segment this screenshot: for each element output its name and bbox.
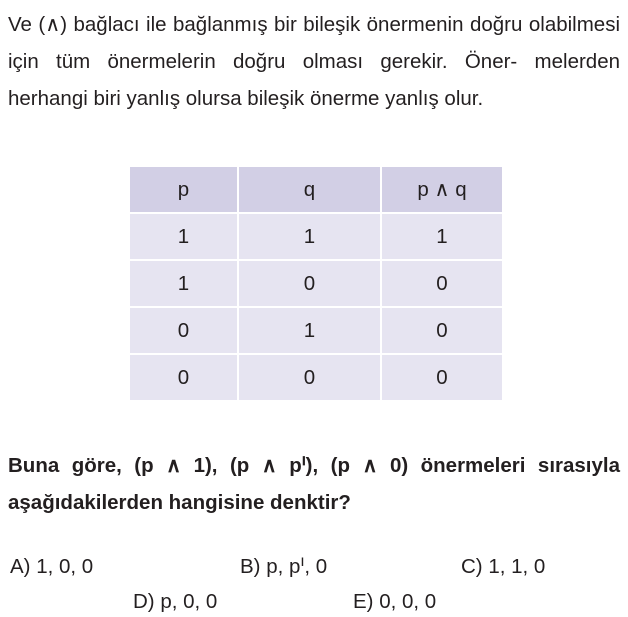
truth-table xyxy=(128,165,504,402)
intro-line-4: olur. xyxy=(444,87,484,110)
choice-e[interactable]: E) 0, 0, 0 xyxy=(353,590,437,613)
table-cell: 1 xyxy=(238,307,381,354)
question-text xyxy=(8,447,620,521)
intro-line-2: olabilmesi için tüm önermelerin doğru olması gerekir. Öner- xyxy=(8,13,621,73)
table-cell: 1 xyxy=(381,213,503,260)
header-p-and-q: p ∧ q xyxy=(381,166,503,213)
table-row xyxy=(129,213,503,260)
choice-b[interactable]: B) p, pᑊ, 0 xyxy=(240,555,328,578)
table-cell: 0 xyxy=(238,354,381,401)
intro-paragraph xyxy=(8,6,620,117)
choice-a[interactable]: A) 1, 0, 0 xyxy=(10,555,94,578)
header-p: p xyxy=(129,166,238,213)
intro-line-1: Ve (∧) bağlacı ile bağlanmış bir bileşik önermenin doğru xyxy=(8,13,523,36)
table-cell: 1 xyxy=(129,213,238,260)
question-line-2: aşağıdakilerden hangisine denktir? xyxy=(8,491,351,514)
table-cell: 0 xyxy=(381,307,503,354)
choice-d[interactable]: D) p, 0, 0 xyxy=(133,590,218,613)
intro-line-3: melerden herhangi biri yanlış olursa bileşik önerme yanlış xyxy=(8,50,620,110)
table-cell: 0 xyxy=(238,260,381,307)
table-cell: 0 xyxy=(129,354,238,401)
truth-table-header-row xyxy=(129,166,503,213)
table-cell: 0 xyxy=(381,260,503,307)
choice-c[interactable]: C) 1, 1, 0 xyxy=(461,555,546,578)
table-row xyxy=(129,307,503,354)
table-cell: 1 xyxy=(238,213,381,260)
table-cell: 1 xyxy=(129,260,238,307)
table-row xyxy=(129,260,503,307)
table-cell: 0 xyxy=(129,307,238,354)
question-line-1: Buna göre, (p ∧ 1), (p ∧ pᑊ), (p ∧ 0) önermeleri sırasıyla xyxy=(8,454,620,477)
table-row xyxy=(129,354,503,401)
table-cell: 0 xyxy=(381,354,503,401)
header-q: q xyxy=(238,166,381,213)
